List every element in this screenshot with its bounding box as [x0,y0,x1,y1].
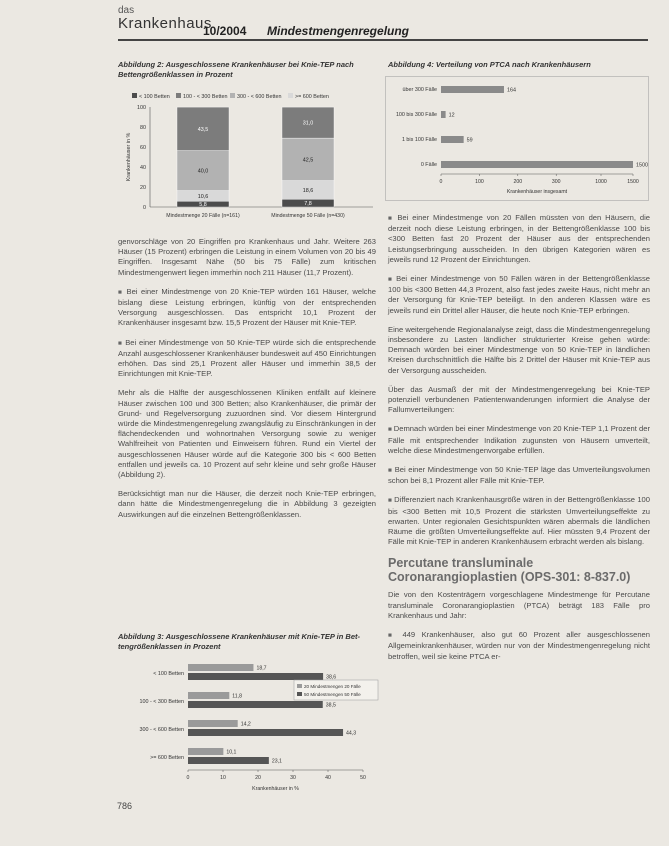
fig2-legend-swatch [230,93,235,98]
left-bullet-2: ■ Bei einer Mindestmenge von 50 Knie-TEP würde sich die entsprechende Anzahl ausgeschlossener Krankenhäuser bundesweit auf 450 Einrichtungen erhöhen. Das sind 25,1 Prozent aller Häuser und immerhin 38,5 der Einrichtungen mit Knie-TEP. [118,338,376,380]
fig4-xtick-label: 300 [551,179,561,185]
masthead-logo [118,6,212,31]
right-bullet-6: ■ 449 Krankenhäuser, also gut 60 Prozent aller ausgeschlossenen Allgemeinkrankenhäuser, würden nur von der Mindestmengenregelung nicht betroffen, weil sie keine PTCA er- [388,630,650,662]
fig2-ylabel: Krankenhäuser in % [126,132,132,182]
fig3-category-label: < 100 Betten [153,671,184,677]
fig4-data-label: 59 [466,137,473,144]
fig2-data-label: 43,5 [197,126,209,133]
fig2-ytick-label: 20 [140,185,146,191]
fig2-data-label: 40,0 [197,168,209,175]
fig2-legend-label: 100 - < 300 Betten [183,94,228,100]
fig3-caption [118,632,380,652]
fig2-legend-label: < 100 Betten [139,94,170,100]
fig2-legend-swatch [176,93,181,98]
left-para-3: Berücksichtigt man nur die Häuser, die derzeit noch Knie-TEP erbringen, dann hätte die Mindestmengenregelung die in Abbildung 3 gezeigten Auswirkungen auf die einzelnen Bettengrößenklassen. [118,489,376,519]
issue-number: 10/2004 [203,24,247,38]
section-title: Mindestmengenregelung [267,24,410,38]
fig2-data-label: 10,6 [197,193,209,200]
right-bullet-4: ■ Bei einer Mindestmenge von 50 Knie-TEP läge das Umverteilungsvolumen schon bei 8,1 Prozent aller Fälle mit Knie-TEP. [388,465,650,486]
fig4-xtick-label: 0 [439,179,443,185]
fig3-bar-50 [188,729,343,736]
right-para-1: Eine weitergehende Regionalanalyse zeigt, dass die Mindestmengenregelung insbesondere zu Lasten ländlicher strukturierter Kreise gehen würde: Demnach würden bei einer Mindestmenge von 50 Knie-TEP in ländlichen Kreisen durchschnittlich die Hälfte bis 2 Drittel der Häuser mit Knie-TEP aus der Versorgung ausscheiden. [388,324,650,375]
fig3-legend-swatch [297,692,302,696]
fig3-data-label-20: 14,2 [240,721,251,728]
fig4-bar [441,161,633,168]
fig3-legend-box [294,680,378,700]
fig3-data-label-20: 18,7 [256,665,267,672]
fig2-legend-label: >= 600 Betten [295,94,329,100]
fig4-data-label: 1500 [636,162,648,169]
fig2-legend-label: 300 - < 600 Betten [237,94,282,100]
fig3-bar-20 [188,664,253,671]
fig2-caption-line2: Bettengrößenklassen in Prozent [118,70,233,79]
fig3-xlabel: Krankenhäuser in % [252,786,299,792]
masthead-krankenhaus: Krankenhaus [118,15,212,32]
fig3-caption-line1: Abbildung 3: Ausgeschlossene Krankenhäuser mit Knie-TEP in Bet- [118,632,360,641]
fig4-horizontal-bar-chart [385,76,649,201]
fig2-ytick-label: 0 [143,205,146,211]
fig4-data-label: 164 [506,87,516,94]
fig3-xtick-label: 0 [186,775,190,781]
page-number: 786 [117,801,133,811]
fig2-stacked-bar-chart [118,87,380,227]
fig2-ytick-label: 60 [140,145,146,151]
fig3-xtick-label: 20 [255,775,261,781]
fig3-data-label-50: 44,3 [346,730,357,737]
fig4-caption: Abbildung 4: Verteilung von PTCA nach Krankenhäusern [388,60,591,69]
right-bullet-3: ■ Demnach würden bei einer Mindestmenge von 20 Knie-TEP 1,1 Prozent der Fälle mit entsprechender Indikation zugunsten von Häusern umverteilt, welche diese Mindestmengenvorgabe erfüllen. [388,424,650,456]
fig4-category-label: 1 bis 100 Fälle [401,137,437,143]
fig2-data-label: 7,8 [304,201,312,208]
left-para-1: genvorschläge von 20 Eingriffen pro Krankenhaus und Jahr. Weitere 263 Häuser (15 Prozent) erbringen die Leistung in einem Volumen von 20 bis 49 Eingriffen. Insgesamt Nähe (50 bis 75 Fälle) zum kritischen Mindestmengenwert liegen immerhin noch 211 Häuser (11,7 Prozent). [118,237,376,277]
fig2-category-label: Mindestmenge 20 Fälle (n=161) [166,213,240,219]
fig4-xtick-label: 1500 [627,179,639,185]
fig4-xtick-label: 100 [475,179,484,185]
fig2-data-label: 31,0 [302,120,314,127]
fig4-xlabel: Krankenhäuser insgesamt [506,189,568,195]
fig4-xtick-label: 1000 [595,179,607,185]
fig3-bar-20 [188,720,238,727]
right-bullet-5: ■ Differenziert nach Krankenhausgröße wären in der Bettengrößenklasse 100 bis <300 Betten mit 10,5 Prozent die stärksten Umverteilungseffekte zu erwarten. Unter regionalen Gesichtspunkten wären abermals die ländlichen Räume die größten Umverteilungseffekte auf. Hier müssten 9,4 Prozent der Fälle mit Knie-TEP in anderen Krankenhäusern erbracht werden als bislang. [388,495,650,547]
fig2-data-label: 42,5 [302,157,314,164]
fig4-category-label: 0 Fälle [420,162,437,168]
fig3-bar-50 [188,701,323,708]
fig3-bar-20 [188,748,223,755]
fig3-grouped-bar-chart [118,658,380,798]
fig2-category-label: Mindestmenge 50 Fälle (n=430) [271,213,345,219]
fig3-bar-50 [188,757,269,764]
fig2-legend-swatch [132,93,137,98]
fig4-category-label: über 300 Fälle [402,87,437,93]
right-bullet-2: ■ Bei einer Mindestmenge von 50 Fällen wären in der Bettengrößenklasse 100 bis <300 Betten 44,3 Prozent, also fast jedes zweite Haus, nicht mehr an der Versorgung für Knie-TEP beteiligt. In den anderen Klassen wäre es jeweils rund ein Drittel aller Häuser, die heute noch Knie-TEP erbringen. [388,274,650,316]
fig3-xtick-label: 10 [220,775,226,781]
fig3-xtick-label: 50 [360,775,366,781]
left-bullet-1: ■ Bei einer Mindestmenge von 20 Knie-TEP würden 161 Häuser, welche bislang diese Leistung erbringen, künftig von der entsprechenden Versorgung ausgeschlossen. Das entspricht 10,1 Prozent der Krankenhäuser insgesamt bzw. 15,5 Prozent der Häuser mit Knie-TEP. [118,287,376,329]
fig3-category-label: >= 600 Betten [150,755,184,761]
fig2-legend-swatch [288,93,293,98]
fig2-caption-line1: Abbildung 2: Ausgeschlossene Krankenhäuser bei Knie-TEP nach [118,60,354,69]
fig4-data-label: 12 [448,112,455,119]
fig3-data-label-50: 23,1 [271,758,282,765]
fig4-bar [441,86,504,93]
fig4-xtick-label: 200 [513,179,523,185]
fig2-data-label: 18,6 [302,187,314,194]
fig4-bar [441,111,446,118]
fig3-bar-20 [188,692,229,699]
fig3-legend-label: 20 Mindestmengen 20 Fälle [304,684,361,689]
right-para-3: Die von den Kostenträgern vorgeschlagene Mindestmenge für Percutane transluminale Coronarangioplastien (PTCA) beträgt 183 Fälle pro Krankenhaus und Jahr: [388,590,650,620]
fig3-bar-50 [188,673,323,680]
fig2-ytick-label: 100 [137,105,146,111]
fig3-xtick-label: 30 [290,775,296,781]
fig3-data-label-20: 10,1 [226,749,237,756]
fig2-ytick-label: 40 [140,165,146,171]
fig2-ytick-label: 80 [140,125,146,131]
ptca-heading: Percutane transluminale Coronarangioplastien (OPS-301: 8-837.0) [388,556,631,585]
fig3-data-label-50: 38,6 [326,674,337,681]
fig4-bar [441,136,464,143]
right-column-text [388,213,650,671]
fig2-data-label: 5,8 [199,202,207,209]
fig3-legend-swatch [297,684,302,688]
fig3-category-label: 100 - < 300 Betten [139,699,184,705]
right-bullet-1: ■ Bei einer Mindestmenge von 20 Fällen müssten von den Häusern, die derzeit noch diese Leistung erbringen, in der Bettengrößenklasse 100 bis <300 Betten fast 20 Prozent der Häuser aus der entsprechenden Leistungserbringung ausscheiden. In den übrigen Kategorien wären es jeweils rund 12 Prozent der Einrichtungen. [388,213,650,265]
fig3-data-label-50: 38,5 [325,702,336,709]
fig3-caption-line2: tengrößenklassen in Prozent [118,642,221,651]
fig3-data-label-20: 11,8 [232,693,243,700]
fig2-caption [118,60,388,80]
left-column-text [118,237,376,529]
fig3-category-label: 300 - < 600 Betten [139,727,184,733]
fig3-xtick-label: 40 [325,775,331,781]
header-rule [118,39,648,41]
fig4-category-label: 100 bis 300 Fälle [395,112,437,118]
fig3-legend-label: 50 Mindestmengen 50 Fälle [304,692,361,697]
left-para-2: Mehr als die Hälfte der ausgeschlossenen Kliniken entfällt auf kleinere Häuser zwischen 100 und 300 Betten; also Krankenhäuser, die primär der Grund- und Regelversorgung zuzuordnen sind. Vor diesem Hintergrund würde die Mindestmengenregelung zwangsläufig zu Einschränkungen in der flächendeckenden und wohnortnahen Versorgung sowie zu weniger Wahlfreiheit von Patienten und Einweisern führen. Rund ein Viertel der ausgeschlossenen Häuser würde auf die Kategorie 300 bis < 600 Betten entfallen und jeweils ca. 10 Prozent auf sehr kleine und sehr große Häuser (Abbildung 2). [118,388,376,480]
right-para-2: Über das Ausmaß der mit der Mindestmengenregelung bei Knie-TEP potenziell verbundenen Patientenwanderungen informiert die Analyse der Fallumverteilungen: [388,384,650,415]
masthead-das: das [118,5,135,16]
